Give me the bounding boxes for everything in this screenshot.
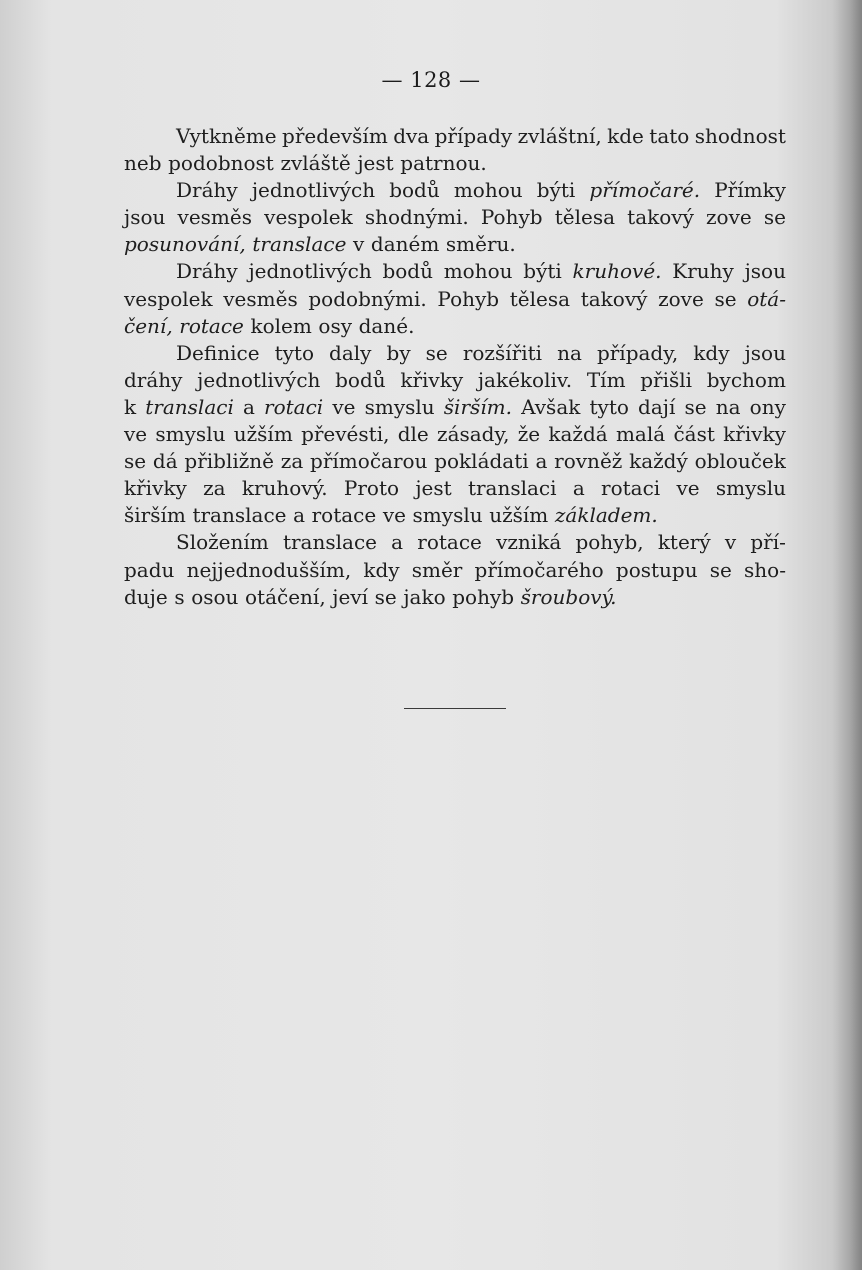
word: vzniká [496, 530, 562, 555]
word: kolem [250, 313, 312, 338]
word: na [715, 394, 741, 419]
word: se [763, 205, 786, 230]
body-text [124, 123, 786, 611]
word: smyslu [364, 394, 435, 419]
word: jsou [744, 259, 786, 284]
word: jakékoliv. [477, 367, 573, 392]
word: rovněž [554, 449, 623, 474]
word: přímočarou [310, 449, 428, 474]
word: křivky [124, 476, 187, 501]
word: translaci [467, 476, 557, 501]
word: rozšířiti [462, 340, 543, 365]
word: patrnou. [400, 151, 487, 176]
text-line [124, 448, 786, 475]
word: především [282, 124, 388, 148]
word: Definice [176, 340, 260, 365]
text-line [124, 529, 786, 556]
word: pohyb, [575, 530, 644, 555]
word: tělesa [554, 205, 616, 230]
word: Složením [176, 530, 269, 555]
italic-word: translace [252, 232, 347, 257]
text-line [124, 502, 786, 529]
word: vespolek [264, 205, 353, 230]
word: na [557, 340, 582, 365]
word: nejjednodušším, [186, 557, 352, 582]
word: sho- [744, 557, 786, 582]
word: každá [548, 422, 608, 447]
word: Dráhy [176, 259, 238, 284]
italic-word: přímočaré. [589, 178, 701, 203]
word: křivky [400, 367, 464, 392]
word: takový [580, 286, 648, 311]
word: smyslu [715, 476, 786, 501]
text-line [124, 340, 786, 367]
word: za [280, 449, 304, 474]
word: jsou [744, 340, 786, 365]
word: a [293, 503, 306, 528]
section-divider-rule [404, 708, 506, 709]
italic-word: posunování, [124, 232, 246, 257]
text-line [124, 123, 786, 150]
word: otáčení, [245, 584, 326, 609]
word: bodů [335, 367, 386, 392]
word: podobnými. [308, 286, 427, 311]
paragraph [124, 529, 786, 610]
word: smyslu [155, 422, 226, 447]
word: jako [403, 584, 446, 609]
italic-word: základem. [554, 503, 658, 528]
word: jest [357, 151, 394, 176]
word: jednotlivých [251, 178, 376, 203]
word: mohou [453, 178, 523, 203]
word: užším [233, 422, 293, 447]
word: se [425, 340, 448, 365]
word: Dráhy [176, 178, 238, 203]
text-line [124, 313, 786, 340]
word: k [124, 394, 137, 419]
text-line [124, 231, 786, 258]
text-line [124, 475, 786, 502]
text-line [124, 394, 786, 421]
word: pohyb [452, 584, 515, 609]
paragraph [124, 340, 786, 530]
word: ve [124, 422, 148, 447]
word: kruhový. [241, 476, 328, 501]
word: ve [382, 503, 406, 528]
word: dané. [358, 313, 415, 338]
word: neb [124, 151, 162, 176]
word: kde [607, 124, 644, 148]
word: tato [649, 124, 690, 148]
word: ony [749, 394, 786, 419]
word: jest [415, 476, 452, 501]
italic-word: otá- [747, 286, 786, 311]
word: zove [706, 205, 752, 230]
word: za [203, 476, 226, 501]
paragraph [124, 258, 786, 339]
word: ve [676, 476, 700, 501]
word: a [242, 394, 255, 419]
word: širším [124, 503, 186, 528]
word: Přímky [714, 178, 786, 203]
word: přišli [640, 367, 693, 392]
italic-word: translaci [145, 394, 234, 419]
word: smyslu [412, 503, 483, 528]
italic-word: rotace [179, 313, 244, 338]
word: bodů [382, 259, 433, 284]
word: který [657, 530, 711, 555]
word: přímočarého [474, 557, 604, 582]
italic-word: širším. [443, 394, 512, 419]
word: případy, [596, 340, 679, 365]
word: zásady, [437, 422, 510, 447]
italic-word: rotaci [264, 394, 324, 419]
word: Vytkněme [176, 124, 277, 148]
word: jednotlivých [197, 367, 321, 392]
text-line [124, 421, 786, 448]
word: přibližně [184, 449, 275, 474]
text-line [124, 150, 786, 177]
word: každý [629, 449, 688, 474]
word: křivky [723, 422, 786, 447]
word: padu [124, 557, 175, 582]
word: se [124, 449, 147, 474]
word: v [724, 530, 737, 555]
text-line [124, 286, 786, 313]
word: dráhy [124, 367, 183, 392]
word: se [714, 286, 737, 311]
word: užším [489, 503, 549, 528]
word: s [174, 584, 185, 609]
word: malá [615, 422, 666, 447]
italic-word: kruhové. [572, 259, 662, 284]
paragraph [124, 177, 786, 258]
word: dva [393, 124, 430, 148]
word: Pohyb [480, 205, 543, 230]
word: osou [191, 584, 239, 609]
word: postupu [615, 557, 698, 582]
word: jsou [124, 205, 166, 230]
word: oblouček [694, 449, 786, 474]
word: Kruhy [672, 259, 734, 284]
word: se [709, 557, 732, 582]
word: dle [397, 422, 429, 447]
word: část [673, 422, 715, 447]
word: dá [152, 449, 178, 474]
word: případy [434, 124, 513, 148]
word: jednotlivých [248, 259, 372, 284]
text-line [124, 584, 786, 611]
spine-shadow [832, 0, 862, 1270]
word: dají [638, 394, 676, 419]
word: se [374, 584, 397, 609]
italic-word: čení, [124, 313, 173, 338]
word: a [572, 476, 585, 501]
word: Proto [343, 476, 400, 501]
word: a [391, 530, 404, 555]
word: Avšak [521, 394, 581, 419]
page-number: — 128 — [381, 68, 481, 92]
word: vesměs [223, 286, 298, 311]
text-line [124, 177, 786, 204]
italic-word: šroubový. [520, 584, 617, 609]
word: rotace [311, 503, 377, 528]
word: osy [318, 313, 353, 338]
word: pokládati [434, 449, 529, 474]
word: směr [411, 557, 463, 582]
word: že [517, 422, 541, 447]
word: mohou [443, 259, 513, 284]
word: tyto [274, 340, 314, 365]
word: tělesa [509, 286, 571, 311]
text-line [124, 258, 786, 285]
text-line [124, 557, 786, 584]
word: tyto [589, 394, 629, 419]
word: daném [370, 232, 440, 257]
word: převésti, [301, 422, 390, 447]
text-line [124, 367, 786, 394]
word: bychom [706, 367, 786, 392]
word: směru. [445, 232, 516, 257]
word: v [353, 232, 365, 257]
word: kdy [363, 557, 400, 582]
word: daly [329, 340, 372, 365]
word: podobnost [168, 151, 274, 176]
word: duje [124, 584, 168, 609]
word: bodů [389, 178, 440, 203]
word: ve [332, 394, 356, 419]
word: takový [627, 205, 694, 230]
word: zvláštní, [517, 124, 602, 148]
word: jeví [332, 584, 369, 609]
word: zvláště [280, 151, 351, 176]
word: vespolek [124, 286, 213, 311]
word: se [684, 394, 707, 419]
word: shodnými. [364, 205, 469, 230]
word: býti [536, 178, 576, 203]
word: zove [658, 286, 704, 311]
word: translace [282, 530, 377, 555]
word: a [535, 449, 548, 474]
paragraph [124, 123, 786, 177]
word: vesměs [177, 205, 252, 230]
text-line [124, 204, 786, 231]
word: rotace [417, 530, 482, 555]
word: kdy [693, 340, 730, 365]
word: Pohyb [437, 286, 500, 311]
word: shodnost [694, 124, 786, 148]
word: translace [192, 503, 287, 528]
word: Tím [586, 367, 626, 392]
word: býti [523, 259, 562, 284]
word: by [386, 340, 411, 365]
word: pří- [750, 530, 786, 555]
word: rotaci [601, 476, 661, 501]
